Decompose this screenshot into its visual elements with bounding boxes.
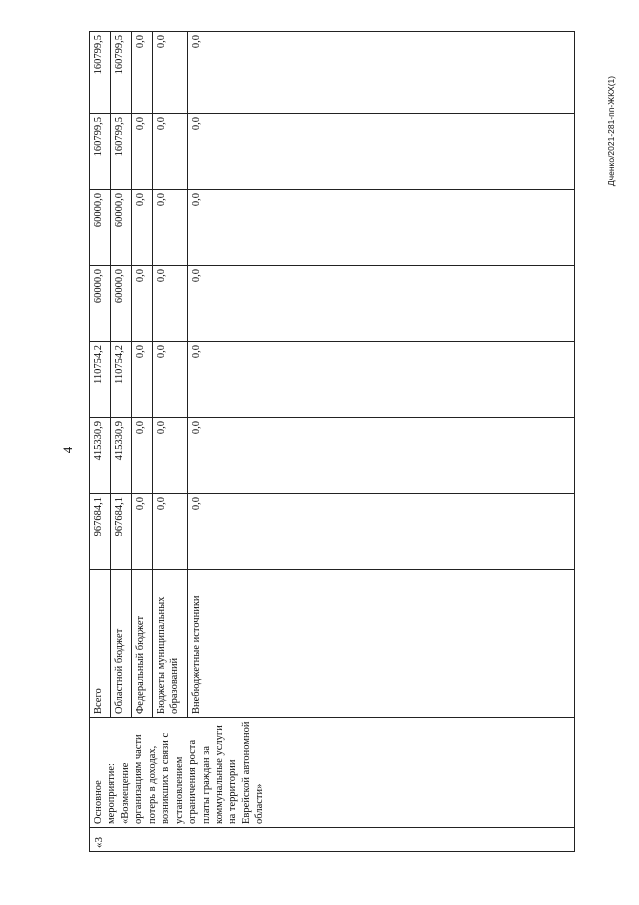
source-cell: Областной бюджет [111, 570, 132, 718]
value-cell: 0,0 [153, 114, 188, 190]
value-cell: 0,0 [153, 32, 188, 114]
source-cell: Федеральный бюджет [132, 570, 153, 718]
value-cell: 415330,9 [111, 418, 132, 494]
value-cell: 0,0 [188, 418, 575, 494]
page-number: 4 [60, 446, 75, 454]
value-cell: 0,0 [188, 494, 575, 570]
value-cell: 0,0 [132, 418, 153, 494]
row-number-cell: «3 [90, 828, 575, 852]
value-cell: 0,0 [153, 190, 188, 266]
value-cell: 415330,9 [90, 418, 111, 494]
value-cell: 160799,5 [111, 114, 132, 190]
value-cell: 0,0 [132, 494, 153, 570]
value-cell: 160799,5 [90, 32, 111, 114]
value-cell: 0,0 [153, 418, 188, 494]
document-code: Дченко/2021-281-пп-ЖКХ(1) [606, 75, 616, 187]
value-cell: 60000,0 [111, 190, 132, 266]
source-cell: Внебюджетные источники [188, 570, 575, 718]
funding-table [89, 31, 575, 852]
value-cell: 967684,1 [111, 494, 132, 570]
funding-table-wrapper [89, 32, 575, 852]
value-cell: 0,0 [188, 190, 575, 266]
value-cell: 0,0 [132, 190, 153, 266]
measure-name-cell: Основное мероприятие: «Возмещение организациям части потерь в доходах, возникших в связи с установлением ограничения роста платы граждан за коммунальные услуги на территории Еврейской автономной области» [90, 718, 575, 828]
source-cell: Бюджеты муниципальных образований [153, 570, 188, 718]
value-cell: 0,0 [153, 266, 188, 342]
value-cell: 0,0 [188, 342, 575, 418]
value-cell: 0,0 [132, 114, 153, 190]
value-cell: 0,0 [132, 342, 153, 418]
table-row-total [90, 32, 111, 852]
source-cell: Всего [90, 570, 111, 718]
value-cell: 60000,0 [90, 190, 111, 266]
value-cell: 0,0 [188, 114, 575, 190]
value-cell: 0,0 [153, 342, 188, 418]
value-cell: 60000,0 [90, 266, 111, 342]
value-cell: 0,0 [132, 266, 153, 342]
value-cell: 0,0 [132, 32, 153, 114]
value-cell: 160799,5 [111, 32, 132, 114]
value-cell: 0,0 [188, 32, 575, 114]
value-cell: 0,0 [153, 494, 188, 570]
value-cell: 0,0 [188, 266, 575, 342]
value-cell: 160799,5 [90, 114, 111, 190]
value-cell: 967684,1 [90, 494, 111, 570]
value-cell: 110754,2 [111, 342, 132, 418]
value-cell: 60000,0 [111, 266, 132, 342]
value-cell: 110754,2 [90, 342, 111, 418]
